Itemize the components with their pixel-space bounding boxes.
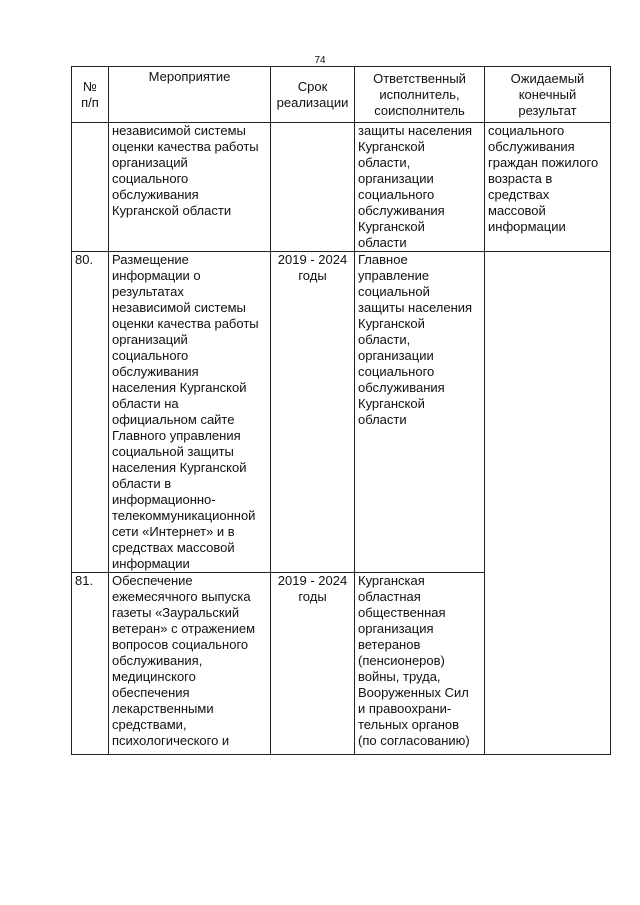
table-row: [72, 252, 611, 573]
header-term: Срок реализации: [271, 67, 355, 123]
table-row: [72, 123, 611, 252]
row-number: 80.: [72, 252, 109, 573]
row-term: 2019 - 2024 годы: [271, 573, 355, 755]
row-result: [485, 252, 611, 755]
row-event: Размещение информации о результатах независимой системы оценки качества работы организаций социального обслуживания населения Курганской области на официальном сайте Главного управления социальной защиты населения Курганской области в информационно- телекоммуникационной сети «Интернет» и в средствах массовой информации: [109, 252, 271, 573]
row-responsible: Главное управление социальной защиты населения Курганской области, организации социального обслуживания Курганской области: [355, 252, 485, 573]
row-responsible: защиты населения Курганской области, организации социального обслуживания Курганской области: [355, 123, 485, 252]
header-result: Ожидаемый конечный результат: [485, 67, 611, 123]
row-responsible: Курганская областная общественная организация ветеранов (пенсионеров) войны, труда, Вооруженных Сил и правоохрани- тельных органов (по согласованию): [355, 573, 485, 755]
header-responsible: Ответственный исполнитель, соисполнитель: [355, 67, 485, 123]
row-event: Обеспечение ежемесячного выпуска газеты «Зауральский ветеран» с отражением вопросов социального обслуживания, медицинского обеспечения лекарственными средствами, психологического и: [109, 573, 271, 755]
row-number: [72, 123, 109, 252]
page-number: 74: [314, 55, 326, 66]
row-term: [271, 123, 355, 252]
row-number: 81.: [72, 573, 109, 755]
row-event: независимой системы оценки качества работы организаций социального обслуживания Курганской области: [109, 123, 271, 252]
row-term: 2019 - 2024 годы: [271, 252, 355, 573]
table-header-row: [72, 67, 611, 123]
measures-table: [71, 66, 611, 755]
header-number: № п/п: [72, 67, 109, 123]
header-event: Мероприятие: [109, 67, 271, 123]
row-result: социального обслуживания граждан пожилого возраста в средствах массовой информации: [485, 123, 611, 252]
